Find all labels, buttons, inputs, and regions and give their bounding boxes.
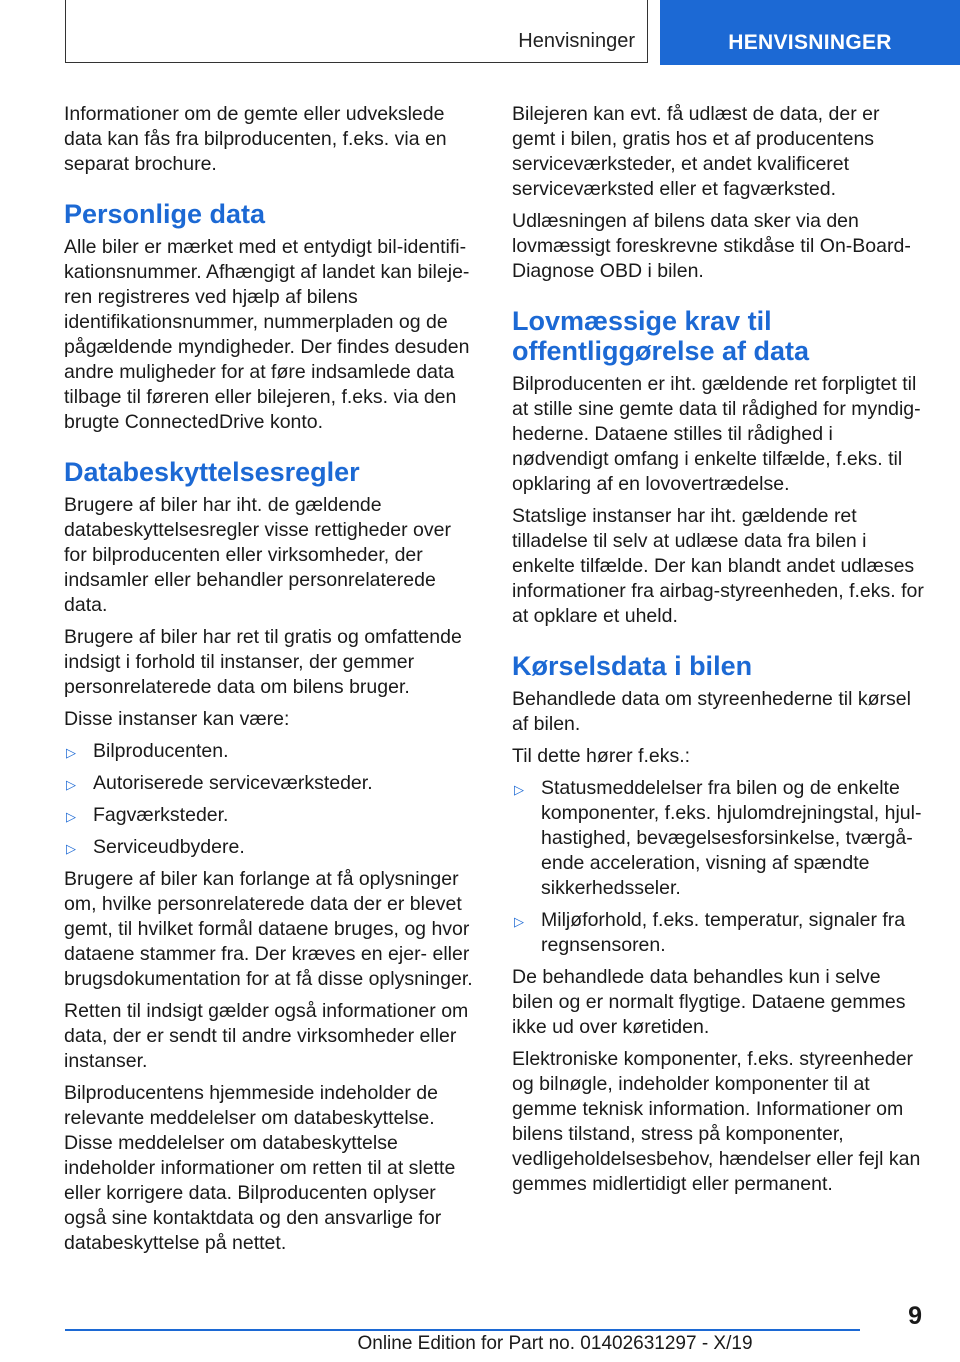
- triangle-bullet-icon: ▷: [66, 745, 76, 760]
- list-item-text: Bilproducenten.: [93, 740, 229, 762]
- paragraph: Disse instanser kan være:: [64, 708, 290, 730]
- triangle-bullet-icon: ▷: [66, 809, 76, 824]
- list-item-text: Serviceudbydere.: [93, 836, 245, 858]
- list-item-text: Miljøforhold, f.eks. temperatur, signaler fra regnsensoren.: [541, 909, 906, 956]
- footer-edition: Online Edition for Part no. 01402631297 - X/19: [357, 1333, 753, 1354]
- header-box: [65, 0, 648, 63]
- driving-data-list: [512, 776, 927, 958]
- paragraph: Retten til indsigt gælder også informationer om data, der er sendt til andre virksomheder eller instanser.: [64, 1000, 469, 1072]
- paragraph: Brugere af biler har ret til gratis og omfattende indsigt i forhold til instanser, der gemmer personrelaterede data om bilens bruger.: [64, 626, 462, 698]
- section-tab: HENVISNINGER: [660, 0, 960, 65]
- paragraph: Udlæsningen af bilens data sker via den lovmæssigt foreskrevne stikdåse til On-Board-Diagnose OBD i bilen.: [512, 210, 911, 282]
- list-item: [64, 803, 479, 828]
- paragraph: Til dette hører f.eks.:: [512, 745, 691, 767]
- list-item-text: Statusmeddelelser fra bilen og de enkelte komponenter, f.eks. hjulomdrejningstal, hjulhastighed, bevægelsesforsinkelse, tværgående acceleration, visning af spændte sikkerhedsseler.: [541, 777, 922, 899]
- triangle-bullet-icon: ▷: [66, 777, 76, 792]
- page-number: 9: [908, 1302, 922, 1330]
- paragraph: Bilproducentens hjemmeside indeholder de relevante meddelelser om databeskyttelse. Disse meddelelser om databeskyttelse indeholder informationer om retten til at slette eller korrigere data. Bilproducenten oplyser også sine kontaktdata og den ansvarlige for databeskyttelse på nettet.: [64, 1082, 456, 1254]
- heading-privacy-rules: Databeskyttelsesregler: [64, 457, 360, 487]
- list-item: [64, 739, 479, 764]
- paragraph: Alle biler er mærket med et entydigt bil-identifikationsnummer. Afhængigt af landet kan bilejeren registreres ved hjælp af bilens identifikationsnummer, nummerpladen og de pågældende myndigheder. Der findes desuden andre muligheder for at føre indsamlede data tilbage til føreren eller bilejeren, f.eks. via den brugte ConnectedDrive konto.: [64, 236, 470, 433]
- paragraph: Behandlede data om styreenhederne til kørsel af bilen.: [512, 688, 911, 735]
- paragraph: De behandlede data behandles kun i selve bilen og er normalt flygtige. Dataene gemmes ikke ud over køretiden.: [512, 966, 906, 1038]
- instances-list: [64, 739, 479, 860]
- triangle-bullet-icon: ▷: [66, 841, 76, 856]
- paragraph: Statslige instanser har iht. gældende ret tilladelse til selv at udlæse data fra bilen i enkelte tilfælde. Der kan blandt andet udlæses informationer fra airbag-styreenheden, f.eks. for at opklare et uheld.: [512, 505, 924, 627]
- list-item-text: Autoriserede serviceværksteder.: [93, 772, 373, 794]
- right-column: [512, 102, 927, 1204]
- heading-legal-requirements: Lovmæssige krav til offentliggørelse af data: [512, 306, 810, 366]
- section-label: Henvisninger: [518, 30, 635, 52]
- paragraph: Brugere af biler har iht. de gældende databeskyttelsesregler visse rettigheder over for bilproducenten eller virksomheder, der indsamler eller behandler personrelaterede data.: [64, 494, 451, 616]
- left-column: [64, 102, 479, 1263]
- list-item: [64, 835, 479, 860]
- triangle-bullet-icon: ▷: [514, 782, 524, 797]
- paragraph: Bilproducenten er iht. gældende ret forpligtet til at stille sine gemte data til rådighed for myndighederne. Dataene stilles til rådighed i nødvendigt omfang i enkelte tilfælde, f.eks. til opklaring af en lovovertrædelse.: [512, 373, 921, 495]
- paragraph: Bilejeren kan evt. få udlæst de data, der er gemt i bilen, gratis hos et af producentens serviceværksteder, et andet kvalificeret serviceværksted eller et fagværksted.: [512, 103, 880, 200]
- list-item: [512, 908, 927, 958]
- heading-personal-data: Personlige data: [64, 199, 266, 229]
- footer-divider: [65, 1329, 860, 1331]
- paragraph: Elektroniske komponenter, f.eks. styreenheder og bilnøgle, indeholder komponenter til at gemme teknisk information. Informationer om bilens tilstand, stress på komponenter, vedligeholdelsesbehov, hændelser eller fejl kan gemmes midlertidigt eller permanent.: [512, 1048, 921, 1195]
- triangle-bullet-icon: ▷: [514, 914, 524, 929]
- list-item-text: Fagværksteder.: [93, 804, 229, 826]
- paragraph: Brugere af biler kan forlange at få oplysninger om, hvilke personrelaterede data der er blevet gemt, til hvilket formål dataene bruges, og hvor dataene stammer fra. Der kræves en ejer- eller brugsdokumentation for at få disse oplysninger.: [64, 868, 473, 990]
- intro-paragraph: Informationer om de gemte eller udvekslede data kan fås fra bilproducenten, f.eks. via en separat brochure.: [64, 103, 447, 175]
- heading-driving-data: Kørselsdata i bilen: [512, 651, 753, 681]
- list-item: [512, 776, 927, 901]
- list-item: [64, 771, 479, 796]
